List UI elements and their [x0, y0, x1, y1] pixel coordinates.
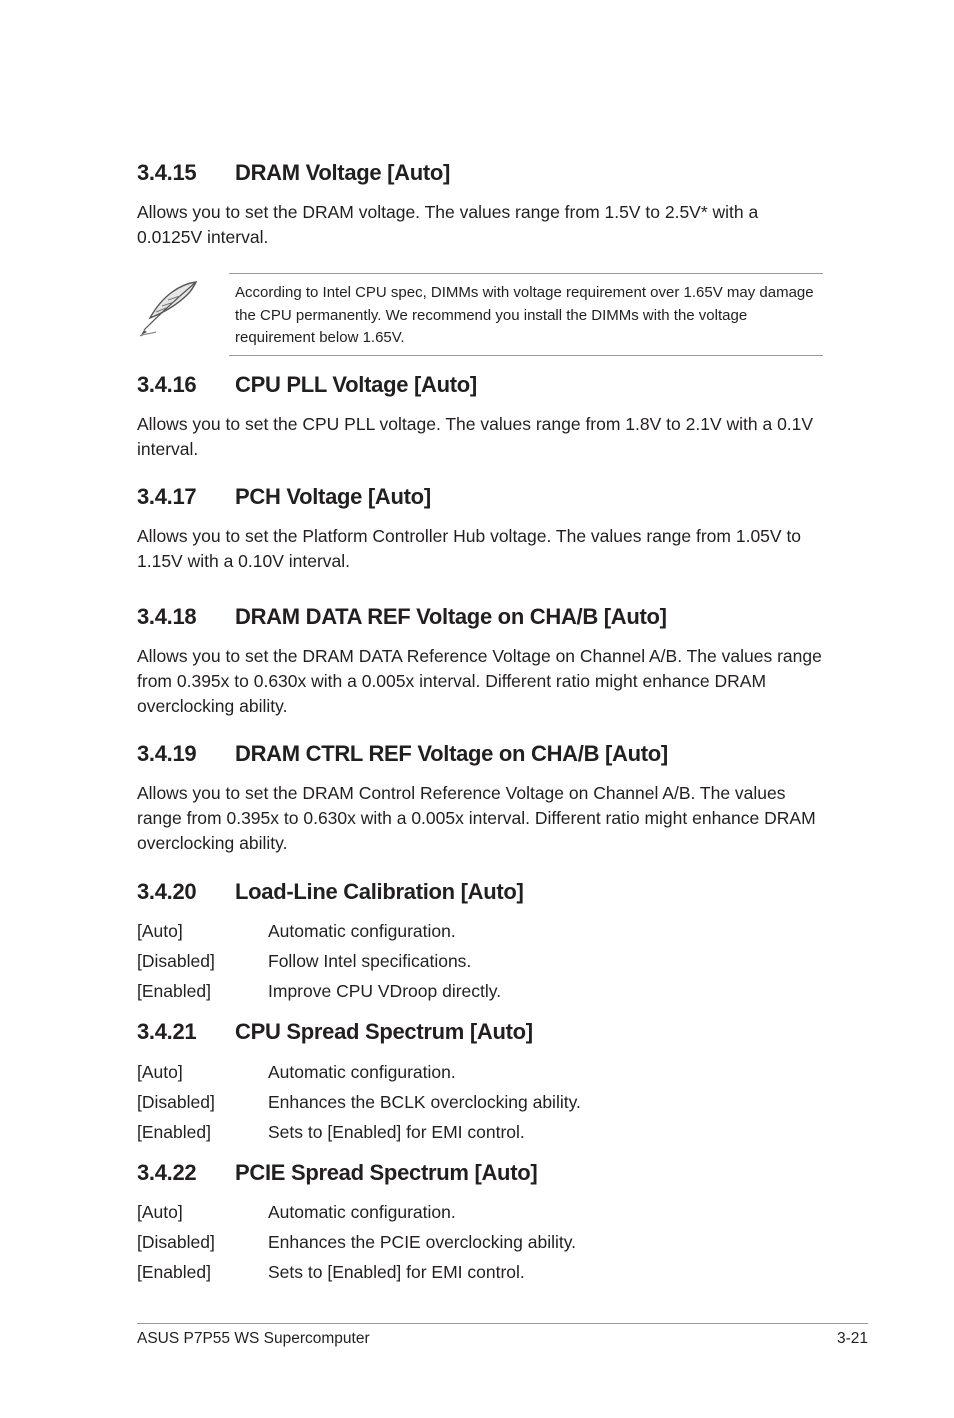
- footer-rule: [137, 1323, 868, 1324]
- section-body: Allows you to set the CPU PLL voltage. The values range from 1.8V to 2.1V with a 0.1V interval.: [137, 414, 814, 459]
- section-heading-3-4-22: [137, 1160, 537, 1186]
- option-desc: Enhances the PCIE overclocking ability.: [268, 1232, 577, 1252]
- option-row: [137, 1120, 525, 1144]
- option-desc: Enhances the BCLK overclocking ability.: [268, 1092, 581, 1112]
- section-heading-3-4-21: [137, 1019, 533, 1045]
- option-row: [137, 949, 471, 973]
- option-desc: Sets to [Enabled] for EMI control.: [268, 1262, 525, 1282]
- section-title: Load-Line Calibration [Auto]: [235, 879, 524, 904]
- option-key: [Auto]: [137, 1062, 183, 1082]
- option-row: [137, 1090, 581, 1114]
- section-heading-3-4-17: [137, 484, 431, 510]
- note-text: According to Intel CPU spec, DIMMs with voltage requirement over 1.65V may damage the CPU permanently. We recommend you install the DIMMs with the voltage requirement below 1.65V.: [235, 284, 814, 346]
- section-heading-3-4-19: [137, 741, 668, 767]
- section-number: 3.4.17: [137, 484, 197, 509]
- section-title: DRAM Voltage [Auto]: [235, 160, 451, 185]
- option-row: [137, 1260, 525, 1284]
- option-key: [Disabled]: [137, 951, 215, 971]
- footer-product-name: ASUS P7P55 WS Supercomputer: [137, 1330, 370, 1347]
- page-number: 3-21: [836, 1330, 868, 1347]
- note-top-rule: [229, 273, 823, 274]
- option-desc: Automatic configuration.: [268, 1202, 456, 1222]
- section-heading-3-4-16: [137, 372, 477, 398]
- option-key: [Disabled]: [137, 1232, 215, 1252]
- feather-pen-icon: [136, 278, 200, 338]
- section-title: DRAM CTRL REF Voltage on CHA/B [Auto]: [235, 741, 668, 766]
- note-bottom-rule: [229, 355, 823, 356]
- section-number: 3.4.22: [137, 1160, 197, 1185]
- section-title: CPU Spread Spectrum [Auto]: [235, 1019, 533, 1044]
- option-row: [137, 919, 456, 943]
- option-desc: Follow Intel specifications.: [268, 951, 472, 971]
- section-number: 3.4.15: [137, 160, 197, 185]
- option-row: [137, 1200, 456, 1224]
- option-key: [Enabled]: [137, 1262, 211, 1282]
- option-key: [Enabled]: [137, 1122, 211, 1142]
- option-desc: Sets to [Enabled] for EMI control.: [268, 1122, 525, 1142]
- section-number: 3.4.21: [137, 1019, 197, 1044]
- section-body: Allows you to set the DRAM Control Reference Voltage on Channel A/B. The values range from 0.395x to 0.630x with a 0.005x interval. Different ratio might enhance DRAM overclocking ability.: [137, 783, 816, 853]
- option-desc: Improve CPU VDroop directly.: [268, 981, 502, 1001]
- section-number: 3.4.16: [137, 372, 197, 397]
- section-number: 3.4.19: [137, 741, 197, 766]
- option-key: [Auto]: [137, 1202, 183, 1222]
- section-number: 3.4.18: [137, 604, 197, 629]
- option-key: [Enabled]: [137, 981, 211, 1001]
- section-body: Allows you to set the Platform Controller Hub voltage. The values range from 1.05V to 1.15V with a 0.10V interval.: [137, 526, 802, 571]
- option-desc: Automatic configuration.: [268, 921, 456, 941]
- option-key: [Disabled]: [137, 1092, 215, 1112]
- option-desc: Automatic configuration.: [268, 1062, 456, 1082]
- section-title: PCH Voltage [Auto]: [235, 484, 431, 509]
- option-key: [Auto]: [137, 921, 183, 941]
- section-heading-3-4-20: [137, 879, 524, 905]
- option-row: [137, 1060, 456, 1084]
- option-row: [137, 979, 501, 1003]
- section-body: Allows you to set the DRAM voltage. The values range from 1.5V to 2.5V* with a 0.0125V interval.: [137, 202, 759, 247]
- section-title: CPU PLL Voltage [Auto]: [235, 372, 477, 397]
- section-heading-3-4-18: [137, 604, 667, 630]
- section-body: Allows you to set the DRAM DATA Reference Voltage on Channel A/B. The values range from 0.395x to 0.630x with a 0.005x interval. Different ratio might enhance DRAM overclocking ability.: [137, 646, 822, 716]
- section-number: 3.4.20: [137, 879, 197, 904]
- section-title: DRAM DATA REF Voltage on CHA/B [Auto]: [235, 604, 667, 629]
- section-title: PCIE Spread Spectrum [Auto]: [235, 1160, 538, 1185]
- section-heading-3-4-15: [137, 160, 450, 186]
- option-row: [137, 1230, 576, 1254]
